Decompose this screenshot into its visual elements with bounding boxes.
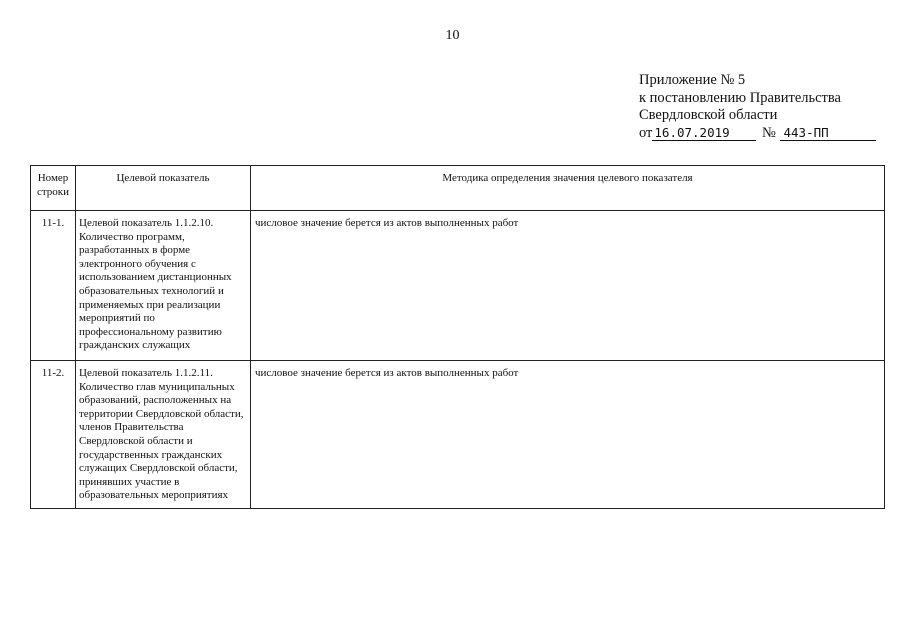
- row-method: числовое значение берется из актов выполненных работ: [251, 211, 885, 361]
- row-method: числовое значение берется из актов выполненных работ: [251, 361, 885, 509]
- header-row-number: Номер строки: [31, 166, 76, 211]
- resolution-date: 16.07.2019: [652, 126, 756, 141]
- resolution-number: 443-ПП: [780, 126, 876, 141]
- indicator-table: [30, 165, 885, 509]
- header-method: Методика определения значения целевого показателя: [251, 166, 885, 211]
- date-prefix: от: [639, 124, 653, 141]
- table-header-row: [31, 166, 885, 211]
- row-number: 11-1.: [31, 211, 76, 361]
- appendix-block: [639, 72, 879, 142]
- appendix-date-line: [639, 125, 879, 143]
- number-prefix: №: [762, 124, 776, 141]
- header-indicator: Целевой показатель: [76, 166, 251, 211]
- table-row: [31, 361, 885, 509]
- row-number: 11-2.: [31, 361, 76, 509]
- page-number: 10: [445, 28, 460, 43]
- appendix-title: Приложение № 5: [639, 72, 746, 88]
- row-indicator: Целевой показатель 1.1.2.10. Количество программ, разработанных в форме электронного обучения с использованием дистанционных образовательных технологий и применяемых при реализации мероприятий по профессиональному развитию гражданских служащих: [76, 211, 251, 361]
- table-row: [31, 211, 885, 361]
- appendix-region: Свердловской области: [639, 107, 778, 123]
- row-indicator: Целевой показатель 1.1.2.11. Количество глав муниципальных образований, расположенных на территории Свердловской области, членов Правительства Свердловской области и государственных гражданских служащих Свердловской области, принявших участие в образовательных мероприятиях: [76, 361, 251, 509]
- appendix-reference: к постановлению Правительства: [639, 89, 841, 106]
